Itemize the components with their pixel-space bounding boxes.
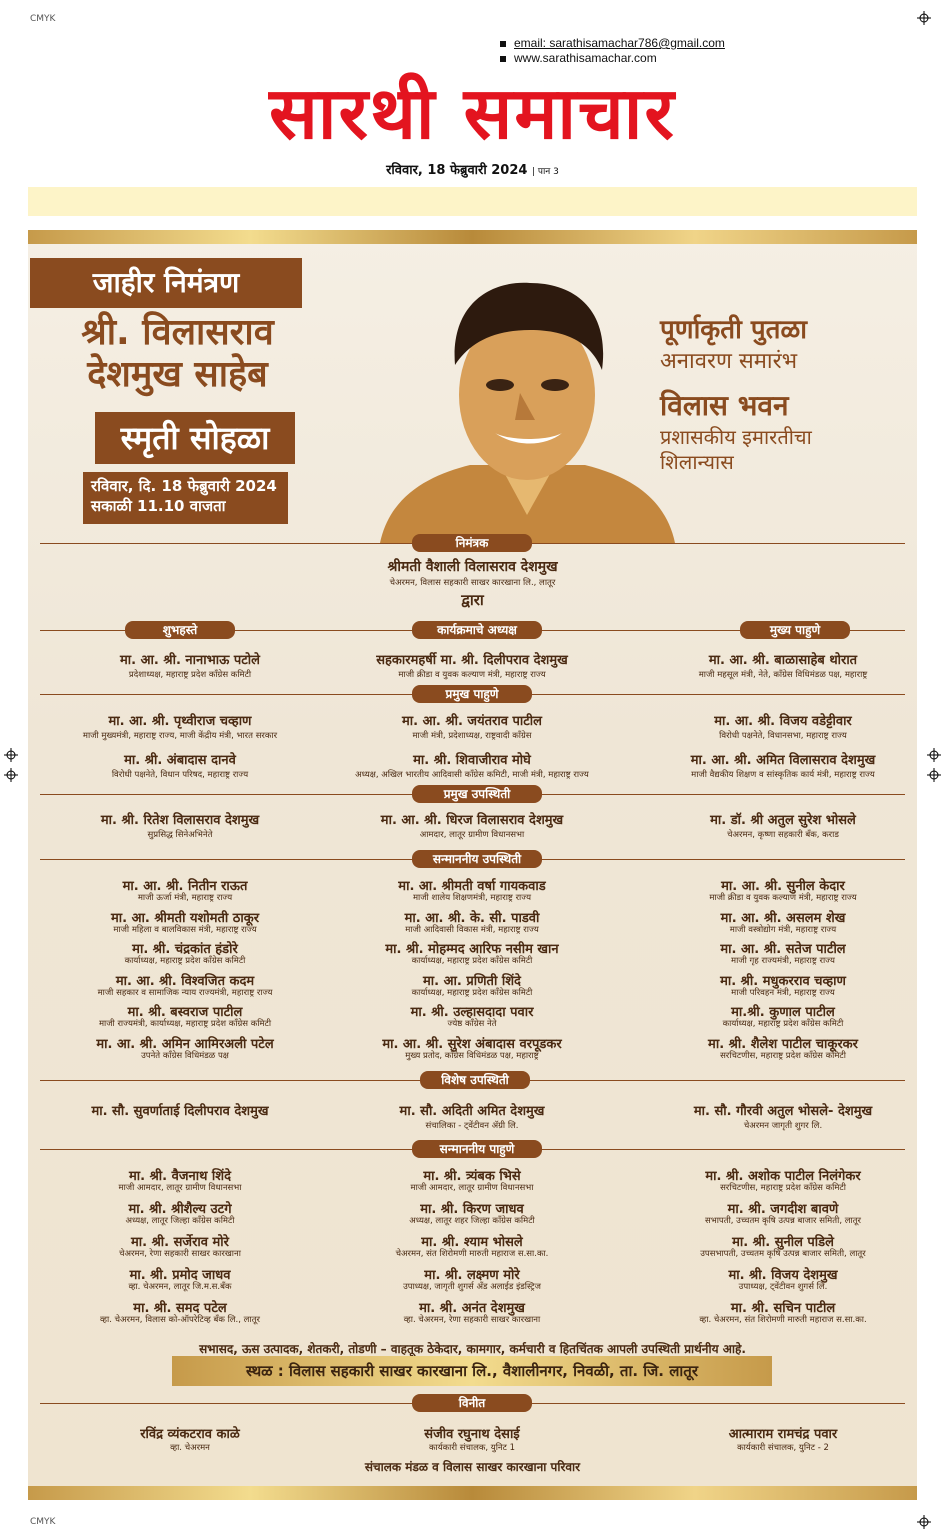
person-role: प्रदेशाध्यक्ष, महाराष्ट्र प्रदेश काँग्रेस कमिटी (128, 670, 252, 680)
person-name: मा. श्री. उल्हासदादा पवार (410, 1005, 534, 1020)
person-name: मा. डॉ. श्री अतुल सुरेश भोसले (710, 813, 856, 828)
registration-mark-icon (4, 768, 18, 782)
person-name: मा. श्री. समद पटेल (133, 1301, 227, 1316)
gold-border-bottom (28, 1486, 917, 1500)
honoree-name (40, 312, 315, 396)
person-name: मा. आ. श्री. सुरेश अंबादास वरपूडकर (382, 1036, 562, 1052)
section-head-honored-guests: सन्माननीय पाहुणे (412, 1140, 542, 1158)
honoree-name-line2: देशमुख साहेब (87, 354, 268, 395)
person-role: व्हा. चेअरमन, लातूर जि.म.स.बँक (128, 1282, 232, 1292)
event-time: सकाळी 11.10 वाजता (91, 497, 226, 515)
person-name: मा. श्री. सचिन पाटील (730, 1301, 836, 1316)
host-name: श्रीमती वैशाली विलासराव देशमुख (387, 559, 558, 575)
person-role: माजी मुख्यमंत्री, महाराष्ट्र राज्य, माजी केंद्रीय मंत्री, भारत सरकार (82, 731, 278, 741)
person-role: व्हा. चेअरमन (170, 1443, 210, 1453)
cmyk-mark-bottom: CMYK (30, 1517, 56, 1527)
person-name: मा. श्री. प्रमोद जाधव (129, 1268, 231, 1283)
person-name: मा. आ. श्री. सतेज पाटील (720, 942, 846, 957)
contact-block (500, 36, 725, 66)
person-name: मा. आ. श्रीमती यशोमती ठाकूर (110, 910, 260, 926)
person-role: व्हा. चेअरमन, रेणा सहकारी साखर कारखाना (403, 1315, 541, 1325)
person-role: ज्येष्ठ काँग्रेस नेते (447, 1019, 497, 1029)
person-role: विरोधी पक्षनेते, विधानसभा, महाराष्ट्र राज्य (719, 731, 847, 741)
person-name: मा. सौ. सुवर्णाताई दिलीपराव देशमुख (91, 1104, 269, 1119)
person-name: मा. श्री. जगदीश बावणे (727, 1202, 839, 1217)
person-name: मा. आ. श्री. विजय वडेट्टीवार (714, 714, 852, 729)
person-name: मा. आ. श्री. असलम शेख (720, 910, 846, 926)
person-name: मा. श्री. शिवाजीराव मोघे (413, 753, 531, 768)
person-name: मा. सौ. अदिती अमित देशमुख (399, 1104, 545, 1119)
person-name: मा. श्री. शैलेश पाटील चाकूरकर (708, 1036, 858, 1052)
person-name: मा. श्री. चंद्रकांत हंडोरे (132, 942, 238, 957)
section-head-regards: विनीत (412, 1394, 532, 1412)
person-role: कार्याध्यक्ष, महाराष्ट्र प्रदेश काँग्रेस कमिटी (124, 956, 246, 966)
person-name: मा. आ. श्री. धिरज विलासराव देशमुख (380, 813, 564, 828)
person-name: मा. आ. श्री. सुनील केदार (721, 879, 845, 894)
person-name: मा. श्री. मोहम्मद आरिफ नसीम खान (385, 942, 559, 957)
person-name: मा. श्री. मधुकरराव चव्हाण (720, 973, 846, 989)
person-role: चेअरमन, कृष्णा सहकारी बँक, कराड (727, 830, 839, 840)
foundation-title-line2: शिलान्यास (660, 450, 734, 474)
person-role: मुख्य प्रतोद, काँग्रेस विधिमंडळ पक्ष, महाराष्ट्र (405, 1050, 539, 1061)
person-role: सुप्रसिद्ध सिनेअभिनेते (147, 830, 213, 840)
person-role: माजी क्रीडा व युवक कल्याण मंत्री, महाराष्ट्र राज्य (398, 670, 546, 680)
person-name: मा. श्री. अशोक पाटील निलंगेकर (705, 1169, 861, 1184)
event-datetime (83, 472, 288, 524)
person-name: मा. श्री. वैजनाथ शिंदे (128, 1169, 232, 1184)
person-name: मा. श्री. रितेश विलासराव देशमुख (100, 813, 260, 828)
person-name: मा. आ. श्री. बाळासाहेब थोरात (708, 653, 858, 668)
person-name: मा. आ. श्री. अमित विलासराव देशमुख (690, 753, 876, 768)
person-role: व्हा. चेअरमन, विलास को-ऑपरेटिव्ह बँक लि., लातूर (100, 1315, 260, 1325)
person-role: माजी आमदार, लातूर ग्रामीण विधानसभा (118, 1183, 242, 1193)
unveiling-title: अनावरण समारंभ (660, 349, 798, 374)
person-role: सभापती, उच्चतम कृषि उत्पन्न बाजार समिती, लातूर (704, 1216, 862, 1226)
signoff: संचालक मंडळ व विलास साखर कारखाना परिवार (364, 1460, 581, 1474)
person-role: उपाध्यक्ष, जागृती शुगर्स अँड अलाईड इंडस्ट्रिज (403, 1282, 541, 1292)
section-head-main-presence: प्रमुख उपस्थिती (412, 785, 542, 803)
person-role: माजी क्रीडा व युवक कल्याण मंत्री, महाराष्ट्र राज्य (709, 893, 857, 903)
person-name: मा. आ. श्री. नितीन राऊत (122, 879, 248, 894)
registration-mark-icon (917, 1515, 931, 1529)
person-role: माजी गृह राज्यमंत्री, महाराष्ट्र राज्य (731, 956, 835, 966)
person-name: आत्माराम रामचंद्र पवार (728, 1427, 838, 1442)
person-name: मा. आ. श्रीमती वर्षा गायकवाड (398, 879, 546, 894)
person-name: मा. श्री. त्र्यंबक भिसे (423, 1169, 521, 1184)
vilas-bhavan-title: विलास भवन (660, 389, 789, 422)
email-link[interactable]: email: sarathisamachar786@gmail.com (514, 36, 725, 50)
section-head-host: निमंत्रक (412, 534, 532, 552)
cmyk-mark-top: CMYK (30, 14, 56, 24)
event-date: रविवार, दि. 18 फेब्रुवारी 2024 (91, 477, 277, 495)
person-name: मा. श्री. विजय देशमुख (728, 1268, 838, 1283)
person-name: मा. श्री. किरण जाधव (420, 1202, 524, 1217)
person-name: संजीव रघुनाथ देसाई (424, 1427, 520, 1442)
person-role: संचालिका - ट्वेंटीवन ॲग्री लि. (425, 1121, 519, 1131)
bullet-icon (500, 41, 506, 47)
person-name: मा.श्री. कुणाल पाटील (731, 1005, 835, 1020)
person-role: उपनेते काँग्रेस विधिमंडळ पक्ष (141, 1050, 229, 1061)
person-role: माजी राज्यमंत्री, कार्याध्यक्ष, महाराष्ट्र प्रदेश काँग्रेस कमिटी (98, 1019, 272, 1029)
person-role: कार्यकारी संचालक, युनिट 1 (428, 1443, 516, 1453)
host-role: चेअरमन, विलास सहकारी साखर कारखाना लि., लातूर (389, 578, 556, 588)
newspaper-masthead: सारथी समाचार (269, 71, 676, 155)
person-name: मा. श्री. लक्ष्मण मोरे (424, 1268, 520, 1283)
section-head-main-guests: प्रमुख पाहुणे (412, 685, 532, 703)
person-role: माजी आमदार, लातूर ग्रामीण विधानसभा (410, 1183, 534, 1193)
person-role: माजी ऊर्जा मंत्री, महाराष्ट्र राज्य (137, 893, 233, 903)
portrait-illustration (370, 275, 685, 543)
person-name: रविंद्र व्यंकटराव काळे (140, 1427, 240, 1442)
registration-mark-icon (917, 11, 931, 25)
foundation-title-line1: प्रशासकीय इमारतीचा (660, 425, 812, 449)
person-name: मा. आ. श्री. पृथ्वीराज चव्हाण (108, 714, 252, 729)
person-role: माजी शालेय शिक्षणमंत्री, महाराष्ट्र राज्य (412, 893, 532, 903)
person-name: मा. सौ. गौरवी अतुल भोसले- देशमुख (693, 1104, 873, 1119)
person-role: माजी परिवहन मंत्री, महाराष्ट्र राज्य (731, 987, 835, 998)
person-role: अध्यक्ष, लातूर जिल्हा काँग्रेस कमिटी (125, 1216, 235, 1226)
person-name: मा. आ. श्री. विश्वजित कदम (115, 973, 255, 989)
person-name: मा. श्री. श्रीशैल्य उटगे (128, 1202, 232, 1217)
person-role: उपाध्यक्ष, ट्वेंटीवन शुगर्स लि. (738, 1282, 828, 1292)
issue-date: रविवार, 18 फेब्रुवारी 2024 (386, 163, 528, 178)
person-role: माजी महिला व बालविकास मंत्री, महाराष्ट्र राज्य (113, 924, 257, 935)
person-role: कार्याध्यक्ष, महाराष्ट्र प्रदेश काँग्रेस कमिटी (722, 1019, 844, 1029)
person-name: मा. आ. श्री. नानाभाऊ पटोले (120, 653, 260, 668)
appeal-text: सभासद, ऊस उत्पादक, शेतकरी, तोडणी – वाहतूक ठेकेदार, कामगार, कर्मचारी व हितचिंतक आपली उपस्थिती प्रार्थनीय आहे. (199, 1342, 746, 1356)
person-role: कार्याध्यक्ष, महाराष्ट्र प्रदेश काँग्रेस कमिटी (411, 987, 533, 998)
page-number: | पान 3 (531, 167, 559, 177)
person-role: कार्यकारी संचालक, युनिट - 2 (737, 1443, 829, 1453)
event-title: स्मृती सोहळा (95, 412, 295, 464)
person-role: माजी सहकार व सामाजिक न्याय राज्यमंत्री, महाराष्ट्र राज्य (97, 987, 273, 998)
person-name: मा. श्री. बस्वराज पाटील (127, 1005, 243, 1020)
bullet-icon (500, 56, 506, 62)
section-head-president: कार्यक्रमाचे अध्यक्ष (412, 621, 542, 639)
person-name: मा. श्री. अनंत देशमुख (419, 1301, 525, 1316)
person-role: आमदार, लातूर ग्रामीण विधानसभा (419, 830, 525, 840)
person-role: माजी वैद्यकीय शिक्षण व सांस्कृतिक कार्य मंत्री, महाराष्ट्र राज्य (691, 770, 875, 780)
person-role: व्हा. चेअरमन, संत शिरोमणी मारुती महाराज स.सा.का. (699, 1315, 867, 1325)
person-name: मा. आ. प्रणिती शिंदे (423, 973, 521, 989)
statue-title: पूर्णाकृती पुतळा (660, 315, 807, 345)
section-head-special-presence: विशेष उपस्थिती (420, 1071, 530, 1089)
honoree-name-line1: श्री. विलासराव (81, 312, 274, 353)
foundation-title (660, 425, 812, 475)
person-role: माजी महसूल मंत्री, नेते, काँग्रेस विधिमंडळ पक्ष, महाराष्ट्र (698, 670, 868, 680)
person-role: अध्यक्ष, लातूर शहर जिल्हा काँग्रेस कमिटी (409, 1216, 535, 1226)
gold-border-top (28, 230, 917, 244)
person-name: मा. आ. श्री. जयंतराव पाटील (402, 714, 542, 729)
dateline (0, 160, 945, 178)
person-role: कार्याध्यक्ष, महाराष्ट्र प्रदेश काँग्रेस कमिटी (411, 956, 533, 966)
person-name: मा. श्री. अंबादास दानवे (124, 753, 236, 768)
person-role: चेअरमन, रेणा सहकारी साखर कारखाना (119, 1249, 241, 1259)
person-role: सरचिटणीस, महाराष्ट्र प्रदेश काँग्रेस कमिटी (720, 1050, 846, 1061)
person-role: उपसभापती, उच्चतम कृषि उत्पन्न बाजार समिती, लातूर (700, 1249, 866, 1259)
person-name: मा. श्री. सर्जेराव मोरे (131, 1235, 229, 1250)
section-head-honored-presence: सन्माननीय उपस्थिती (412, 850, 542, 868)
header-strip (28, 187, 917, 216)
via-label: द्वारा (461, 591, 484, 609)
person-role: माजी आदिवासी विकास मंत्री, महाराष्ट्र राज्य (405, 924, 539, 935)
section-head-shubhaste: शुभहस्ते (125, 621, 235, 639)
person-name: मा. आ. श्री. अमिन आमिरअली पटेल (96, 1036, 274, 1052)
section-head-chief-guest: मुख्य पाहुणे (740, 621, 850, 639)
person-name: मा. श्री. श्याम भोसले (421, 1235, 523, 1250)
website-link[interactable]: www.sarathisamachar.com (514, 51, 657, 65)
venue-banner: स्थळ : विलास सहकारी साखर कारखाना लि., वैशालीनगर, निवळी, ता. जि. लातूर (172, 1356, 772, 1386)
person-role: विरोधी पक्षनेते, विधान परिषद, महाराष्ट्र राज्य (111, 770, 249, 780)
person-name: मा. आ. श्री. के. सी. पाडवी (404, 910, 540, 926)
person-role: चेअरमन, संत शिरोमणी मारुती महाराज स.सा.का. (395, 1249, 549, 1259)
person-role: अध्यक्ष, अखिल भारतीय आदिवासी काँग्रेस कमिटी, माजी मंत्री, महाराष्ट्र राज्य (355, 770, 589, 780)
registration-mark-icon (4, 748, 18, 762)
person-name: सहकारमहर्षी मा. श्री. दिलीपराव देशमुख (376, 653, 568, 668)
invitation-banner: जाहीर निमंत्रण (30, 258, 302, 308)
person-role: चेअरमन जागृती शुगर लि. (743, 1121, 823, 1131)
person-role: माजी वस्त्रोद्योग मंत्री, महाराष्ट्र राज्य (729, 924, 837, 935)
person-role: माजी मंत्री, प्रदेशाध्यक्ष, राष्ट्रवादी काँग्रेस (412, 731, 532, 741)
person-name: मा. श्री. सुनील पडिले (732, 1235, 834, 1250)
person-role: सरचिटणीस, महाराष्ट्र प्रदेश काँग्रेस कमिटी (720, 1183, 846, 1193)
